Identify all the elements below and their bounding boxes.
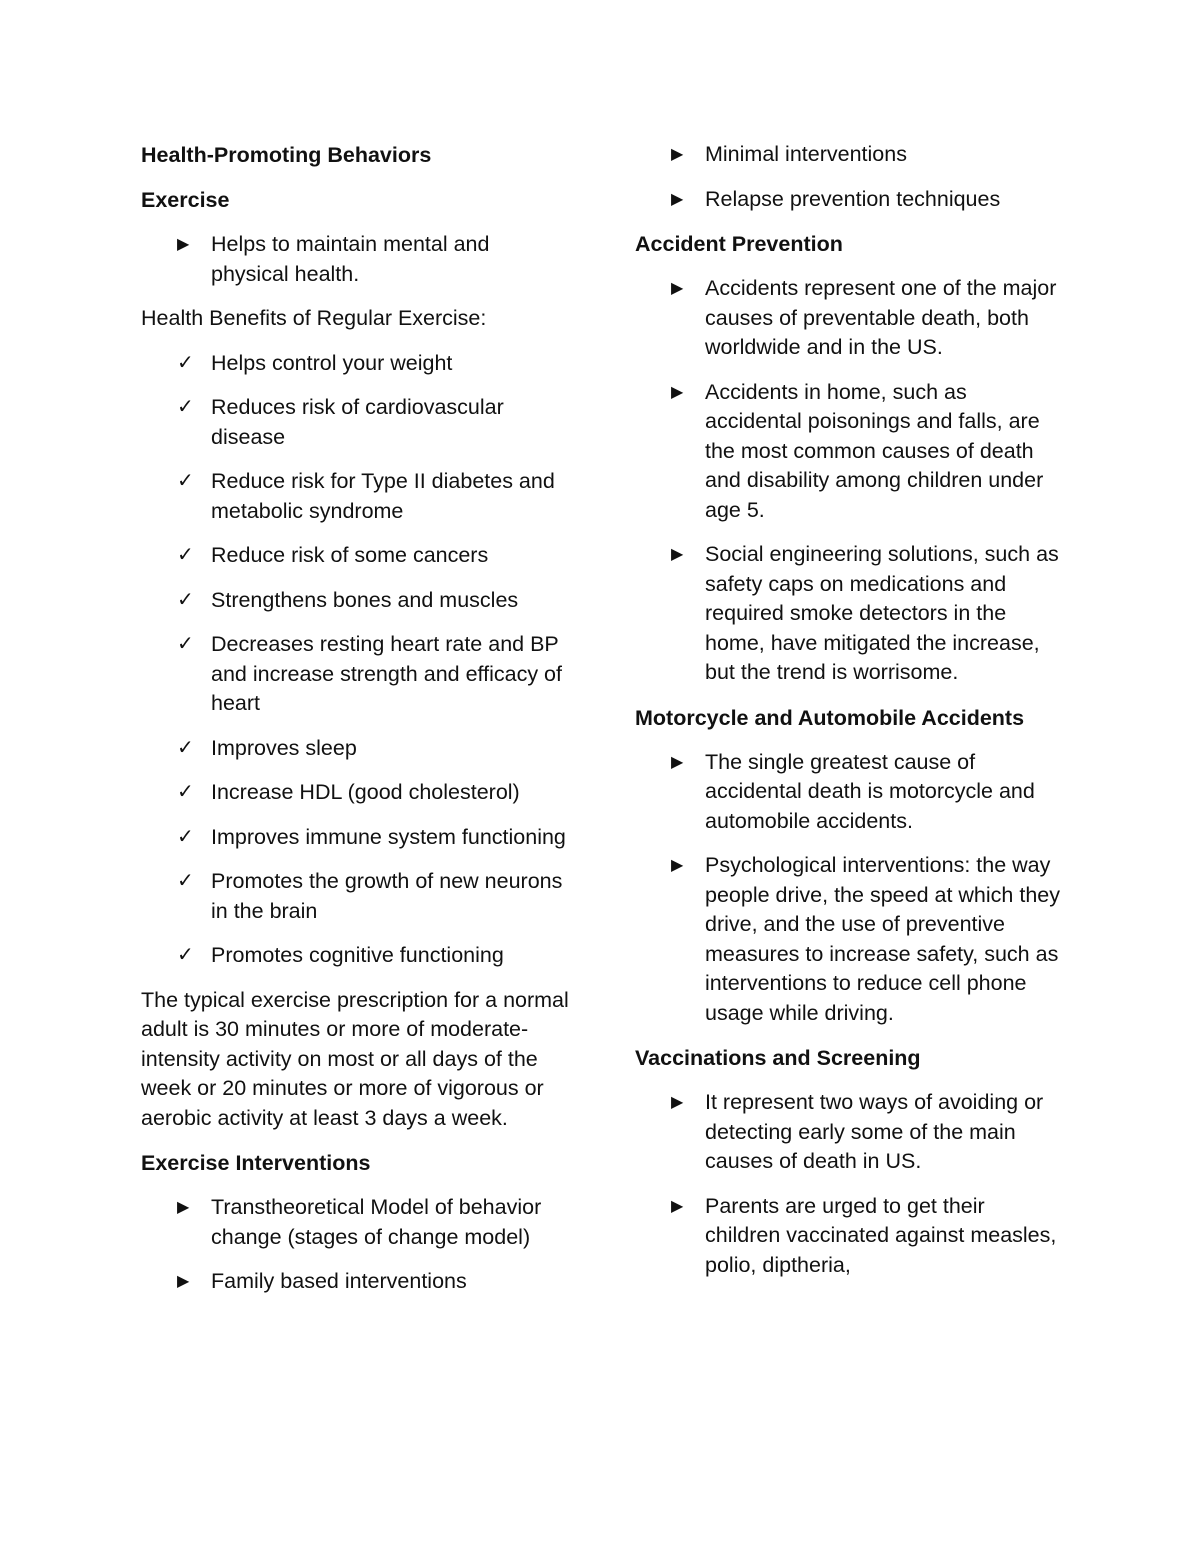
exercise-interventions-heading: Exercise Interventions [141,1151,371,1175]
arrow-bullet-icon: ▶ [671,1094,684,1111]
list-item [141,823,571,853]
list-item-text: Promotes cognitive functioning [211,943,504,967]
arrow-bullet-icon: ▶ [671,146,684,163]
list-item [635,1088,1060,1177]
arrow-bullet-icon: ▶ [671,546,684,563]
exercise-list [141,230,571,289]
list-item [141,778,571,808]
list-item-text: The single greatest cause of accidental death is motorcycle and automobile accidents. [705,749,1035,833]
check-icon: ✓ [177,396,194,418]
list-item-text: Reduce risk of some cancers [211,543,489,567]
list-item-text: Strengthens bones and muscles [211,587,519,612]
right-column [635,140,1060,1295]
exercise-heading: Exercise [141,188,230,212]
list-item [635,851,1060,1028]
vaccinations-heading: Vaccinations and Screening [635,1046,921,1070]
list-item [635,540,1060,688]
arrow-bullet-icon: ▶ [671,383,684,401]
list-item [635,274,1060,363]
arrow-bullet-icon: ▶ [671,190,684,208]
check-icon: ✓ [177,544,194,566]
list-item-text: Family based interventions [211,1269,467,1293]
list-item-text: Helps to maintain mental and physical health. [211,232,490,286]
list-item [635,140,1060,170]
list-item [141,630,571,719]
check-icon: ✓ [177,870,194,892]
list-item-text: Reduce risk for Type II diabetes and metabolic syndrome [211,469,555,523]
list-item-text: Increase HDL (good cholesterol) [211,780,520,804]
list-item [635,1192,1060,1281]
check-icon: ✓ [177,825,194,848]
list-item-text: Parents are urged to get their children vaccinated against measles, polio, diptheria, [705,1193,1057,1277]
accident-prevention-heading: Accident Prevention [635,232,843,256]
check-icon: ✓ [177,944,194,966]
list-item [141,393,571,452]
arrow-bullet-icon: ▶ [671,1197,684,1215]
list-item-text: Accidents in home, such as accidental poisonings and falls, are the most common causes of death and disability among children under age 5. [705,379,1044,522]
list-item-text: Promotes the growth of new neurons in the brain [211,869,563,923]
list-item-text: Psychological interventions: the way people drive, the speed at which they drive, and the use of preventive measures to increase safety, such as interventions to reduce cell phone usage while driving. [705,853,1060,1025]
list-item [141,1193,571,1252]
arrow-bullet-icon: ▶ [177,236,190,253]
list-item [141,867,571,926]
list-item-text: Relapse prevention techniques [705,186,1001,211]
check-icon: ✓ [177,470,194,492]
continued-interventions-list [635,140,1060,214]
list-item-text: Minimal interventions [705,142,907,166]
list-item [141,467,571,526]
list-item-text: Improves immune system functioning [211,824,566,849]
check-icon: ✓ [177,351,194,374]
motor-list [635,748,1060,1029]
list-item-text: Social engineering solutions, such as safety caps on medications and required smoke detectors in the home, have mitigated the increase, but the trend is worrisome. [705,542,1059,684]
list-item [141,230,571,289]
list-item [635,378,1060,526]
list-item-text: Accidents represent one of the major causes of preventable death, both worldwide and in the US. [705,276,1057,359]
list-item [635,185,1060,215]
list-item [141,734,571,764]
check-icon: ✓ [177,633,194,655]
list-item-text: It represent two ways of avoiding or detecting early some of the main causes of death in US. [705,1090,1044,1173]
check-icon: ✓ [177,736,194,759]
list-item-text: Improves sleep [211,735,357,760]
document-title: Health-Promoting Behaviors [141,143,432,167]
list-item-text: Transtheoretical Model of behavior change (stages of change model) [211,1195,542,1249]
list-item-text: Decreases resting heart rate and BP and increase strength and efficacy of heart [211,632,562,715]
left-column [141,140,571,1312]
arrow-bullet-icon: ▶ [177,1199,190,1216]
vaccinations-list [635,1088,1060,1280]
list-item [141,941,571,971]
arrow-bullet-icon: ▶ [671,280,684,297]
list-item [141,349,571,379]
list-item [635,748,1060,837]
arrow-bullet-icon: ▶ [671,753,684,771]
check-icon: ✓ [177,781,194,803]
arrow-bullet-icon: ▶ [671,857,684,874]
arrow-bullet-icon: ▶ [177,1273,190,1290]
interventions-list [141,1193,571,1297]
benefits-list [141,349,571,971]
exercise-prescription-paragraph: The typical exercise prescription for a normal adult is 30 minutes or more of moderate-intensity activity on most or all days of the week or 20 minutes or more of vigorous or aerobic activity at least 3 days a week. [141,987,569,1130]
list-item-text: Reduces risk of cardiovascular disease [211,395,504,449]
motor-accidents-heading: Motorcycle and Automobile Accidents [635,705,1025,730]
list-item-text: Helps control your weight [211,350,453,375]
list-item [141,541,571,571]
list-item [141,1267,571,1297]
benefits-intro: Health Benefits of Regular Exercise: [141,306,487,330]
check-icon: ✓ [177,588,194,611]
accident-list [635,274,1060,688]
list-item [141,586,571,616]
